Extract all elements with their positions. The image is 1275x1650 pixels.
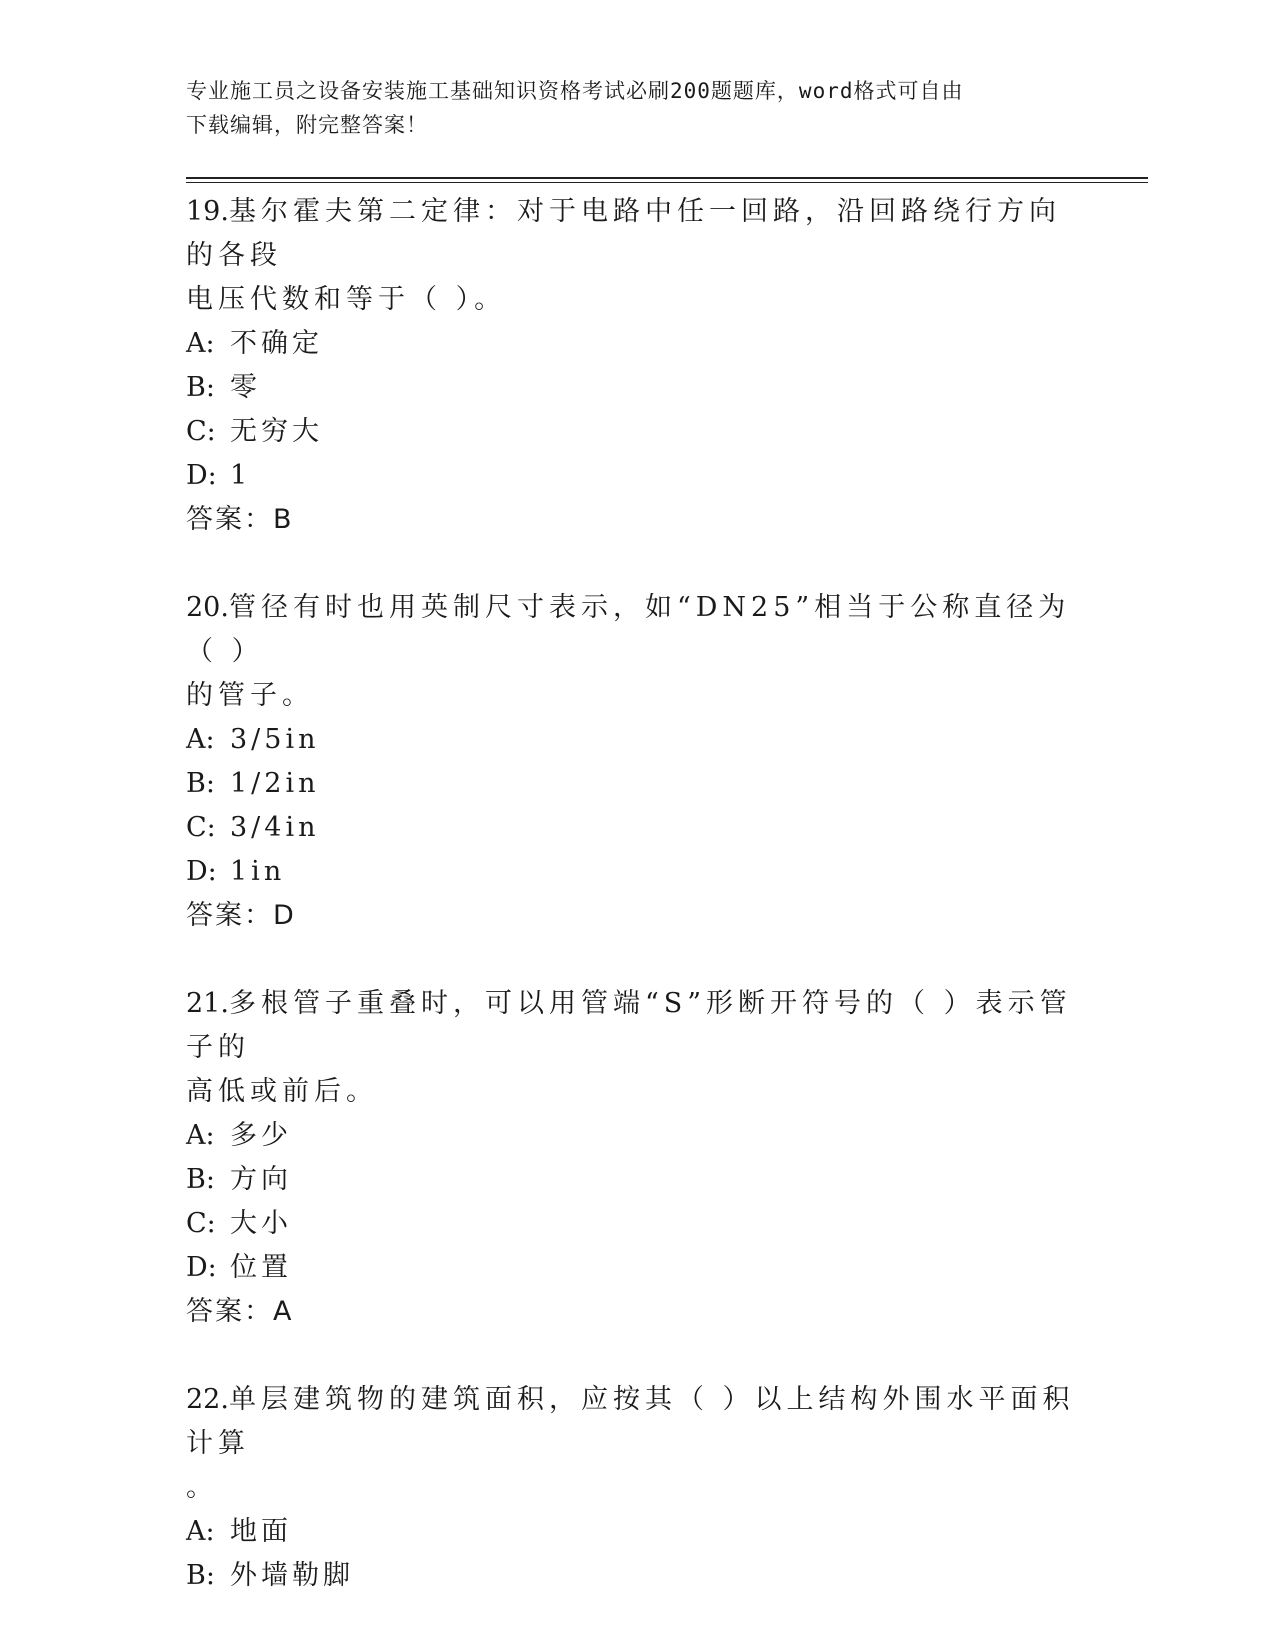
option-text: 大小 [230, 1208, 292, 1239]
option-text: 1 [230, 460, 252, 491]
option-text: 外墙勒脚 [230, 1560, 354, 1591]
option-a [186, 718, 1086, 762]
option-text: 多少 [230, 1120, 292, 1151]
option-key: B: [186, 372, 215, 403]
question-spacer [186, 1334, 1086, 1378]
question-number: 20. [186, 592, 229, 623]
option-key: D: [186, 856, 217, 887]
option-key: B: [186, 768, 215, 799]
question-spacer [186, 542, 1086, 586]
option-key: A: [186, 1120, 215, 1151]
option-key: A: [186, 328, 215, 359]
option-text: 无穷大 [230, 416, 323, 447]
question-stem-line-1: 管径有时也用英制尺寸表示，如“DN25”相当于公称直径为（ ） [186, 592, 1071, 667]
question-stem-line-2: 高低或前后。 [186, 1076, 378, 1107]
option-c [186, 806, 1086, 850]
option-key: B: [186, 1164, 215, 1195]
header-divider-thick [186, 177, 1148, 179]
answer-line: 答案：D [186, 900, 296, 931]
question-19 [186, 190, 1086, 542]
option-c [186, 1202, 1086, 1246]
question-stem-line-1: 单层建筑物的建筑面积，应按其（ ）以上结构外围水平面积计算 [186, 1384, 1075, 1459]
option-a [186, 322, 1086, 366]
option-key: B: [186, 1560, 215, 1591]
option-a [186, 1114, 1086, 1158]
question-stem [186, 982, 1086, 1070]
question-stem-line-2: 电压代数和等于（ ）。 [186, 284, 507, 315]
answer-line: 答案：B [186, 504, 294, 535]
option-text: 3/4in [230, 812, 320, 843]
header-line-2: 下载编辑，附完整答案！ [186, 113, 428, 137]
question-stem-line-1: 多根管子重叠时，可以用管端“S”形断开符号的（ ）表示管子的 [186, 988, 1072, 1063]
option-text: 1in [230, 856, 286, 887]
option-text: 地面 [230, 1516, 292, 1547]
option-a [186, 1510, 1086, 1554]
option-c [186, 410, 1086, 454]
option-d [186, 454, 1086, 498]
option-key: D: [186, 1252, 217, 1283]
question-list [186, 190, 1086, 1598]
option-text: 方向 [230, 1164, 292, 1195]
question-stem [186, 190, 1086, 278]
option-key: C: [186, 1208, 216, 1239]
question-20 [186, 586, 1086, 938]
option-text: 1/2in [230, 768, 320, 799]
header-divider-thin [186, 182, 1148, 183]
option-key: C: [186, 812, 216, 843]
option-text: 位置 [230, 1252, 292, 1283]
option-b [186, 366, 1086, 410]
option-key: A: [186, 1516, 215, 1547]
question-21 [186, 982, 1086, 1334]
question-stem-line-2: 的管子。 [186, 680, 314, 711]
question-22 [186, 1378, 1086, 1598]
question-number: 19. [186, 196, 229, 227]
option-d [186, 1246, 1086, 1290]
option-b [186, 762, 1086, 806]
option-key: D: [186, 460, 217, 491]
option-text: 零 [230, 372, 261, 403]
question-spacer [186, 938, 1086, 982]
question-stem-line-1: 基尔霍夫第二定律：对于电路中任一回路，沿回路绕行方向的各段 [186, 196, 1061, 271]
option-text: 不确定 [230, 328, 323, 359]
header-line-1: 专业施工员之设备安装施工基础知识资格考试必刷200题题库，word格式可自由 [186, 79, 964, 103]
question-number: 22. [186, 1384, 229, 1415]
option-key: C: [186, 416, 216, 447]
answer-line: 答案：A [186, 1296, 294, 1327]
option-key: A: [186, 724, 215, 755]
option-b [186, 1554, 1086, 1598]
question-stem [186, 586, 1086, 674]
option-d [186, 850, 1086, 894]
question-number: 21. [186, 988, 229, 1019]
question-stem [186, 1378, 1086, 1466]
document-header [186, 74, 1086, 142]
option-b [186, 1158, 1086, 1202]
question-stem-line-2: 。 [186, 1472, 218, 1503]
option-text: 3/5in [230, 724, 320, 755]
